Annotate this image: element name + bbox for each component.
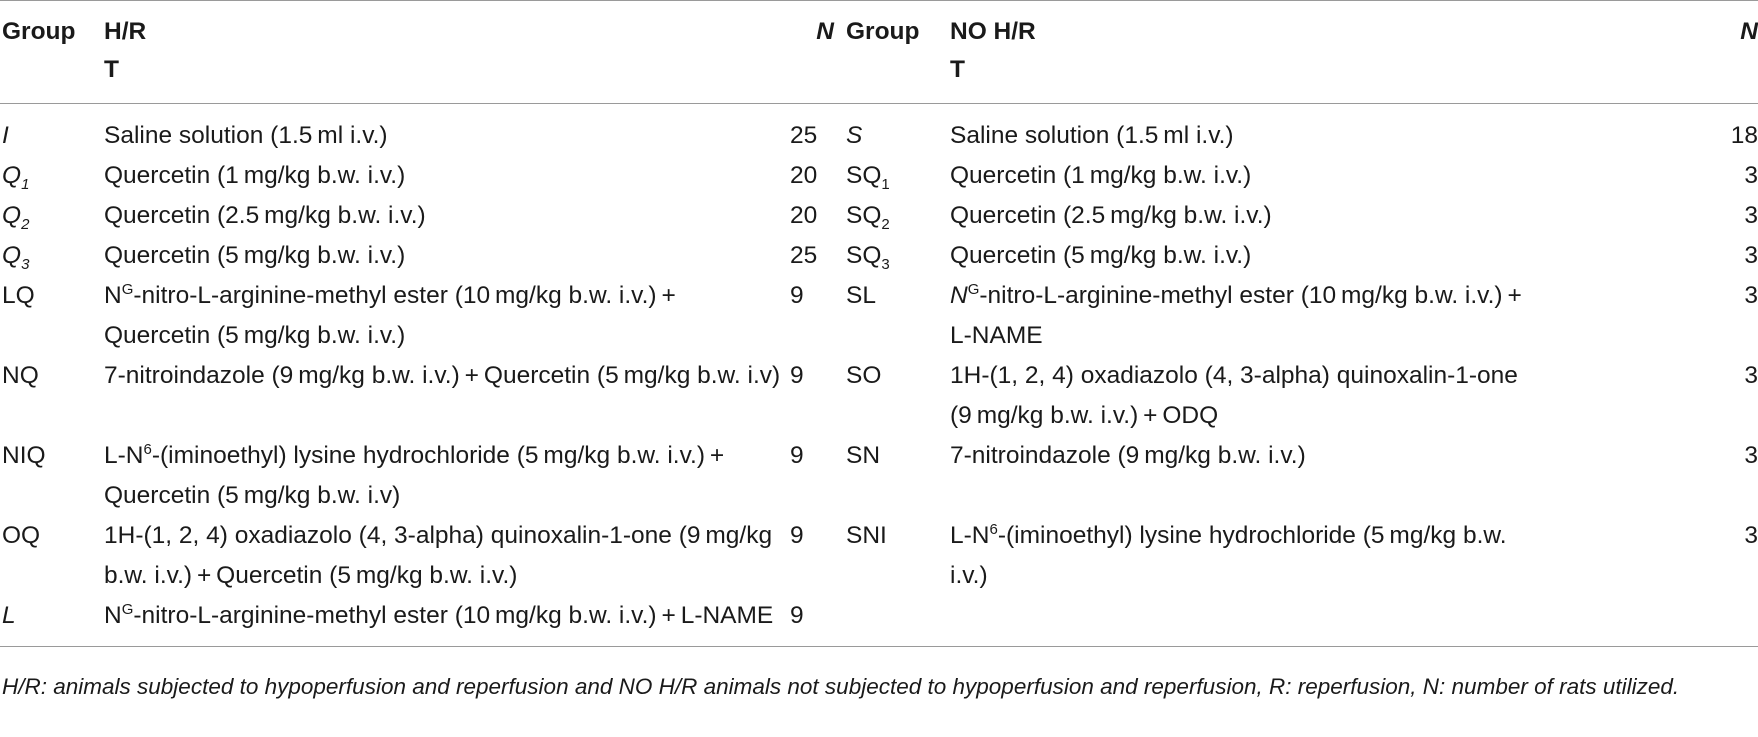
n-right-cell [1540, 596, 1758, 647]
table-row [0, 236, 1758, 276]
treatment-text: Quercetin (1 mg/kg b.w. i.v.) [104, 162, 406, 189]
treatment-text: Quercetin (1 mg/kg b.w. i.v.) [950, 162, 1252, 189]
treatment-superscript: 6 [143, 440, 152, 458]
table-footnote: H/R: animals subjected to hypoperfusion and reperfusion and NO H/R animals not subjected to hypoperfusion and reperfusion, R: reperfusion, N: number of rats utilized. [2, 674, 1680, 699]
n-right-cell: 3 [1744, 282, 1758, 309]
group-right-cell [846, 356, 950, 436]
n-left-cell: 9 [790, 602, 804, 629]
treatment-text: Quercetin (2.5 mg/kg b.w. i.v.) [104, 202, 426, 229]
table-row [0, 436, 1758, 516]
treatment-prefix: L-N [104, 442, 144, 469]
table-row [0, 596, 1758, 647]
treatment-left-cell [104, 436, 784, 516]
treatment-superscript: G [967, 280, 980, 298]
group-right-cell [846, 236, 950, 276]
treatment-right-cell [950, 436, 1540, 516]
table-row [0, 356, 1758, 436]
treatment-left-cell [104, 104, 784, 157]
header-treatment-left [104, 1, 784, 104]
treatment-text: Quercetin (5 mg/kg b.w. i.v.) [104, 242, 406, 269]
table-row [0, 516, 1758, 596]
group-code: SL [846, 282, 876, 309]
header-group-right: Group [846, 18, 920, 45]
treatment-text: -nitro-L-arginine-methyl ester (10 mg/kg b.w. i.v.) + Quercetin (5 mg/kg b.w. i.v.) [104, 282, 681, 349]
group-subscript: 1 [881, 175, 890, 193]
treatment-text: -(iminoethyl) lysine hydrochloride (5 mg/kg b.w. i.v.) [950, 522, 1507, 589]
treatment-text: -nitro-L-arginine-methyl ester (10 mg/kg b.w. i.v.) + L-NAME [950, 282, 1527, 349]
table-body [0, 104, 1758, 647]
group-code: I [2, 122, 9, 149]
group-code: SQ [846, 162, 882, 189]
header-n-right: N [1740, 18, 1758, 45]
n-right-cell: 18 [1730, 122, 1758, 149]
treatment-prefix: N [104, 602, 122, 629]
treatment-prefix: N [950, 282, 968, 309]
group-subscript: 2 [881, 215, 890, 233]
treatment-text: 1H-(1, 2, 4) oxadiazolo (4, 3-alpha) quinoxalin-1-one (9 mg/kg b.w. i.v.) + ODQ [950, 362, 1518, 429]
group-code: SQ [846, 242, 882, 269]
treatment-text: -(iminoethyl) lysine hydrochloride (5 mg/kg b.w. i.v.) + Quercetin (5 mg/kg b.w. i.v) [104, 442, 730, 509]
group-code: S [846, 122, 863, 149]
group-subscript: 1 [21, 175, 30, 193]
group-left-cell [0, 156, 104, 196]
n-right-cell: 3 [1744, 442, 1758, 469]
group-left-cell [0, 196, 104, 236]
group-code: SO [846, 362, 882, 389]
n-right-cell: 3 [1744, 522, 1758, 549]
treatment-superscript: G [121, 600, 134, 618]
treatment-text: Saline solution (1.5 ml i.v.) [950, 122, 1234, 149]
treatment-left-cell [104, 596, 784, 647]
group-subscript: 3 [21, 255, 30, 273]
treatment-superscript: G [121, 280, 134, 298]
treatment-right-cell [950, 596, 1540, 647]
group-right-cell [846, 596, 950, 647]
n-left-cell: 9 [790, 442, 804, 469]
header-no-hr-label: NO H/R [950, 18, 1036, 45]
treatment-prefix: L-N [950, 522, 990, 549]
treatment-text: 7-nitroindazole (9 mg/kg b.w. i.v.) [950, 442, 1306, 469]
n-left-cell: 9 [790, 522, 804, 549]
group-left-cell [0, 596, 104, 647]
group-code: Q [2, 162, 22, 189]
n-left-cell: 20 [790, 202, 818, 229]
group-subscript: 2 [21, 215, 30, 233]
group-left-cell [0, 276, 104, 356]
group-code: SNI [846, 522, 887, 549]
treatment-right-cell [950, 156, 1540, 196]
header-hr-label: H/R [104, 18, 147, 45]
group-right-cell [846, 276, 950, 356]
group-code: NQ [2, 362, 39, 389]
treatment-left-cell [104, 196, 784, 236]
treatment-text: Saline solution (1.5 ml i.v.) [104, 122, 388, 149]
n-left-cell: 9 [790, 282, 804, 309]
group-right-cell [846, 156, 950, 196]
n-left-cell: 25 [790, 122, 818, 149]
treatment-left-cell [104, 236, 784, 276]
header-t-label-left: T [104, 56, 119, 83]
treatment-text: 7-nitroindazole (9 mg/kg b.w. i.v.) + Quercetin (5 mg/kg b.w. i.v) [104, 362, 781, 389]
group-right-cell [846, 516, 950, 596]
treatment-right-cell [950, 104, 1540, 157]
header-t-label-right: T [950, 56, 965, 83]
table-row [0, 196, 1758, 236]
treatment-right-cell [950, 236, 1540, 276]
group-left-cell [0, 516, 104, 596]
n-right-cell: 3 [1744, 162, 1758, 189]
n-left-cell: 20 [790, 162, 818, 189]
group-code: NIQ [2, 442, 46, 469]
group-right-cell [846, 196, 950, 236]
treatment-left-cell [104, 156, 784, 196]
treatment-superscript: 6 [989, 520, 998, 538]
group-code: SQ [846, 202, 882, 229]
group-code: OQ [2, 522, 41, 549]
n-left-cell: 25 [790, 242, 818, 269]
treatment-text: 1H-(1, 2, 4) oxadiazolo (4, 3-alpha) quinoxalin-1-one (9 mg/kg b.w. i.v.) + Quercetin (5 mg/kg b.w. i.v.) [104, 522, 773, 589]
group-left-cell [0, 356, 104, 436]
group-left-cell [0, 436, 104, 516]
group-left-cell [0, 236, 104, 276]
table-row [0, 156, 1758, 196]
treatment-right-cell [950, 516, 1540, 596]
group-code: LQ [2, 282, 35, 309]
group-code: L [2, 602, 16, 629]
group-right-cell [846, 436, 950, 516]
n-right-cell: 3 [1744, 242, 1758, 269]
treatment-left-cell [104, 276, 784, 356]
treatment-text: Quercetin (2.5 mg/kg b.w. i.v.) [950, 202, 1272, 229]
treatment-right-cell [950, 356, 1540, 436]
header-treatment-right [950, 1, 1540, 104]
treatment-right-cell [950, 196, 1540, 236]
group-code: Q [2, 202, 22, 229]
n-right-cell: 3 [1744, 362, 1758, 389]
group-subscript: 3 [881, 255, 890, 273]
treatment-left-cell [104, 356, 784, 436]
treatment-left-cell [104, 516, 784, 596]
table-row [0, 104, 1758, 157]
n-left-cell: 9 [790, 362, 804, 389]
treatment-right-cell [950, 276, 1540, 356]
treatment-prefix: N [104, 282, 122, 309]
treatment-text: Quercetin (5 mg/kg b.w. i.v.) [950, 242, 1252, 269]
header-group-left: Group [2, 18, 76, 45]
group-left-cell [0, 104, 104, 157]
group-code: Q [2, 242, 22, 269]
treatment-text: -nitro-L-arginine-methyl ester (10 mg/kg b.w. i.v.) + L-NAME [133, 602, 774, 629]
header-n-left: N [816, 18, 834, 45]
header-row [0, 1, 1758, 104]
n-right-cell: 3 [1744, 202, 1758, 229]
group-right-cell [846, 104, 950, 157]
group-code: SN [846, 442, 881, 469]
table-row [0, 276, 1758, 356]
